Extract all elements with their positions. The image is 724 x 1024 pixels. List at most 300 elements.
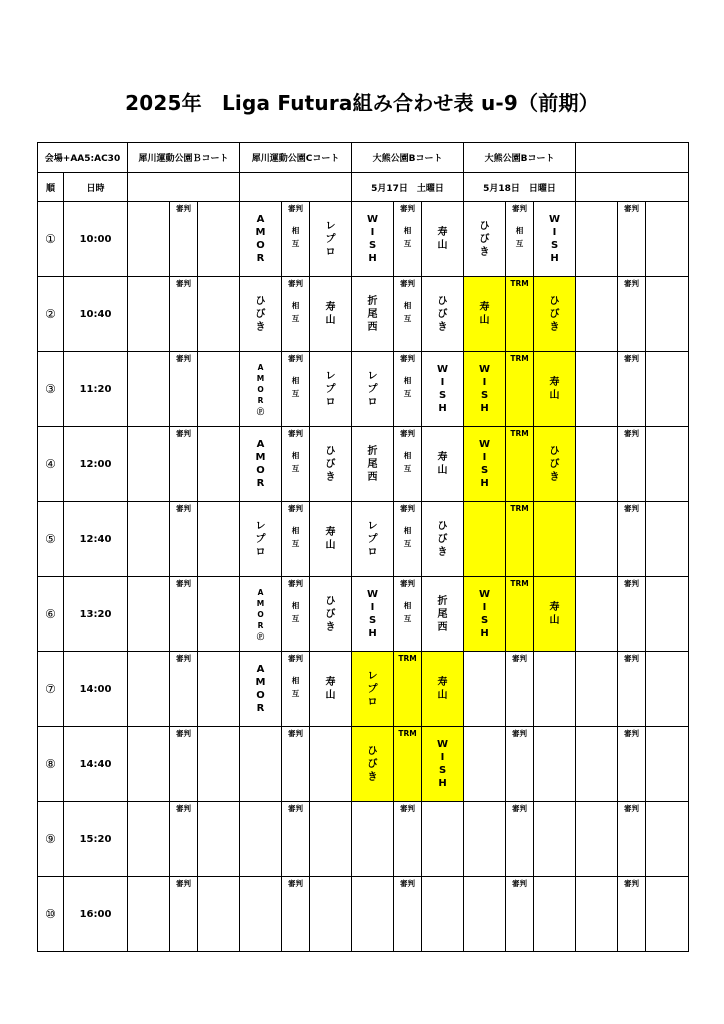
date3-header: 5月17日 土曜日 bbox=[352, 173, 464, 202]
court3-team-a bbox=[352, 577, 394, 652]
ref-label: 審判 bbox=[176, 579, 191, 588]
court2-team-a bbox=[240, 202, 282, 277]
court2-team-b bbox=[310, 352, 352, 427]
mutual-label bbox=[292, 449, 300, 475]
ref-wrap bbox=[394, 877, 421, 951]
team-name bbox=[422, 502, 463, 576]
court4-team-a bbox=[464, 802, 506, 877]
court3-referee bbox=[394, 352, 422, 427]
team-char: H bbox=[438, 403, 447, 414]
court5-team-b bbox=[646, 727, 689, 802]
court3-team-a bbox=[352, 802, 394, 877]
team-char: ひ bbox=[437, 295, 448, 307]
court5-referee bbox=[618, 277, 646, 352]
mutual-label bbox=[292, 299, 300, 325]
team-char: び bbox=[255, 308, 266, 320]
court2-team-a bbox=[240, 652, 282, 727]
team-name bbox=[534, 352, 575, 426]
court2-referee bbox=[282, 577, 310, 652]
court1-team-b bbox=[198, 277, 240, 352]
mutual-char: 互 bbox=[291, 689, 300, 698]
team-char: ひ bbox=[549, 295, 560, 307]
team-char: R bbox=[256, 253, 265, 264]
team-char: び bbox=[479, 233, 490, 245]
court2-team-b bbox=[310, 877, 352, 952]
court1-referee bbox=[170, 652, 198, 727]
court1-team-b bbox=[198, 202, 240, 277]
court1-team-a bbox=[128, 877, 170, 952]
mutual-label bbox=[404, 449, 412, 475]
court2-team-b bbox=[310, 277, 352, 352]
ref-wrap bbox=[506, 727, 533, 801]
team-char: 寿 bbox=[549, 602, 560, 613]
court5-team-b bbox=[646, 427, 689, 502]
ref-wrap bbox=[282, 877, 309, 951]
court2-referee bbox=[282, 352, 310, 427]
court5-team-a bbox=[576, 652, 618, 727]
court1-team-a bbox=[128, 202, 170, 277]
ref-label: 審判 bbox=[288, 354, 304, 363]
ref-wrap bbox=[618, 577, 645, 651]
court5-header bbox=[576, 143, 689, 173]
court4-team-a bbox=[464, 877, 506, 952]
court3-team-a bbox=[352, 652, 394, 727]
table-row bbox=[38, 352, 689, 427]
court2-team-b bbox=[310, 202, 352, 277]
row-number: ⑦ bbox=[38, 652, 64, 727]
team-char: O bbox=[256, 240, 265, 251]
court3-team-a bbox=[352, 202, 394, 277]
team-char: プ bbox=[325, 233, 336, 245]
ref-label: 審判 bbox=[624, 279, 640, 288]
team-char: I bbox=[370, 227, 375, 238]
court3-team-b bbox=[422, 427, 464, 502]
mutual-label bbox=[404, 599, 412, 625]
ref-label: 審判 bbox=[512, 729, 528, 738]
ref-label: TRM bbox=[510, 504, 529, 513]
court5-team-a bbox=[576, 352, 618, 427]
ref-wrap bbox=[506, 802, 533, 876]
team-char: W bbox=[549, 214, 561, 225]
team-name bbox=[352, 202, 393, 276]
ref-wrap bbox=[282, 277, 309, 351]
ref-label: TRM bbox=[398, 729, 417, 738]
order-header: 順 bbox=[38, 173, 64, 202]
court4-team-a bbox=[464, 727, 506, 802]
header-row-dates bbox=[38, 173, 689, 202]
mutual-char: 相 bbox=[291, 451, 300, 460]
team-char: ロ bbox=[367, 396, 378, 408]
team-char: 寿 bbox=[437, 227, 448, 238]
court4-referee bbox=[506, 352, 534, 427]
ref-wrap bbox=[618, 277, 645, 351]
mutual-char: 相 bbox=[291, 526, 300, 535]
team-char: H bbox=[480, 403, 489, 414]
team-name bbox=[310, 427, 351, 501]
ref-wrap bbox=[282, 652, 309, 726]
court3-team-b bbox=[422, 277, 464, 352]
header-row-courts bbox=[38, 143, 689, 173]
ref-label: 審判 bbox=[176, 279, 191, 288]
team-name bbox=[422, 202, 463, 276]
team-char: ひ bbox=[367, 745, 378, 757]
team-char: Ⓕ bbox=[256, 406, 265, 416]
team-char: プ bbox=[325, 383, 336, 395]
team-char: S bbox=[480, 390, 489, 401]
table-row bbox=[38, 427, 689, 502]
mutual-char: 互 bbox=[403, 614, 412, 623]
court5-referee bbox=[618, 652, 646, 727]
team-char: 西 bbox=[437, 621, 448, 633]
court1-team-b bbox=[198, 427, 240, 502]
team-char: S bbox=[550, 240, 559, 251]
court3-referee bbox=[394, 577, 422, 652]
datetime-header: 日時 bbox=[64, 173, 128, 202]
ref-wrap bbox=[506, 877, 533, 951]
court4-team-b bbox=[534, 427, 576, 502]
court5-team-a bbox=[576, 877, 618, 952]
team-char: き bbox=[549, 321, 560, 333]
court2-referee bbox=[282, 277, 310, 352]
court1-team-b bbox=[198, 727, 240, 802]
mutual-char: 相 bbox=[403, 451, 412, 460]
team-name bbox=[534, 577, 575, 651]
mutual-label bbox=[292, 524, 300, 550]
team-name bbox=[464, 277, 505, 351]
court4-referee bbox=[506, 427, 534, 502]
court2-team-a bbox=[240, 502, 282, 577]
team-char: I bbox=[440, 377, 445, 388]
team-char: R bbox=[256, 478, 265, 489]
mutual-label bbox=[292, 374, 300, 400]
team-char: O bbox=[257, 384, 264, 394]
team-char: H bbox=[550, 253, 559, 264]
team-char: ひ bbox=[325, 445, 336, 457]
team-name bbox=[422, 652, 463, 726]
ref-wrap bbox=[282, 577, 309, 651]
team-name bbox=[310, 202, 351, 276]
row-number: ⑤ bbox=[38, 502, 64, 577]
team-char: 寿 bbox=[437, 677, 448, 688]
ref-label: TRM bbox=[398, 654, 417, 663]
ref-wrap bbox=[170, 277, 197, 351]
court1-referee bbox=[170, 202, 198, 277]
ref-wrap bbox=[170, 577, 197, 651]
court3-team-a bbox=[352, 277, 394, 352]
ref-label: 審判 bbox=[288, 279, 304, 288]
team-char: ロ bbox=[367, 696, 378, 708]
team-char: O bbox=[256, 690, 265, 701]
team-char: I bbox=[370, 602, 375, 613]
mutual-char: 互 bbox=[291, 614, 300, 623]
court4-team-a bbox=[464, 277, 506, 352]
team-char: 寿 bbox=[325, 527, 336, 538]
court4-referee bbox=[506, 652, 534, 727]
court3-team-b bbox=[422, 877, 464, 952]
team-char: S bbox=[480, 615, 489, 626]
ref-label: 審判 bbox=[176, 804, 191, 813]
court2-referee bbox=[282, 802, 310, 877]
court3-referee bbox=[394, 202, 422, 277]
team-name bbox=[310, 277, 351, 351]
ref-label: 審判 bbox=[400, 204, 416, 213]
team-char: 尾 bbox=[437, 608, 448, 620]
team-char: び bbox=[437, 308, 448, 320]
team-char: A bbox=[256, 439, 265, 450]
team-char: 折 bbox=[367, 295, 378, 307]
team-char: き bbox=[325, 621, 336, 633]
team-name bbox=[464, 427, 505, 501]
mutual-label bbox=[292, 599, 300, 625]
court4-team-b bbox=[534, 202, 576, 277]
table-row bbox=[38, 802, 689, 877]
team-name bbox=[352, 502, 393, 576]
court3-team-a bbox=[352, 727, 394, 802]
court2-team-b bbox=[310, 577, 352, 652]
ref-wrap bbox=[618, 352, 645, 426]
ref-label: 審判 bbox=[624, 504, 640, 513]
court5-team-b bbox=[646, 502, 689, 577]
row-time: 13:20 bbox=[64, 577, 128, 652]
ref-wrap bbox=[506, 577, 533, 651]
table-row bbox=[38, 202, 689, 277]
court2-team-b bbox=[310, 427, 352, 502]
table-row bbox=[38, 277, 689, 352]
ref-label: 審判 bbox=[288, 729, 304, 738]
court3-referee bbox=[394, 277, 422, 352]
ref-wrap bbox=[618, 802, 645, 876]
court1-team-b bbox=[198, 652, 240, 727]
court1-team-b bbox=[198, 577, 240, 652]
team-char: 寿 bbox=[479, 302, 490, 313]
ref-label: 審判 bbox=[624, 729, 640, 738]
court2-team-b bbox=[310, 802, 352, 877]
court1-referee bbox=[170, 877, 198, 952]
ref-label: TRM bbox=[510, 579, 529, 588]
ref-wrap bbox=[618, 877, 645, 951]
team-char: ロ bbox=[325, 396, 336, 408]
team-char: 西 bbox=[367, 471, 378, 483]
row-time: 10:00 bbox=[64, 202, 128, 277]
team-char: び bbox=[549, 458, 560, 470]
team-name bbox=[534, 202, 575, 276]
ref-label: 審判 bbox=[624, 429, 640, 438]
team-name bbox=[240, 502, 281, 576]
mutual-char: 相 bbox=[403, 526, 412, 535]
team-char: ひ bbox=[325, 595, 336, 607]
team-name bbox=[240, 652, 281, 726]
court1-team-a bbox=[128, 352, 170, 427]
ref-label: 審判 bbox=[400, 579, 416, 588]
team-char: レ bbox=[367, 520, 378, 532]
court5-referee bbox=[618, 802, 646, 877]
team-char: 尾 bbox=[367, 458, 378, 470]
court5-team-b bbox=[646, 202, 689, 277]
court1-team-a bbox=[128, 652, 170, 727]
ref-wrap bbox=[618, 202, 645, 276]
court3-team-a bbox=[352, 352, 394, 427]
court3-team-b bbox=[422, 727, 464, 802]
ref-wrap bbox=[618, 727, 645, 801]
ref-wrap bbox=[170, 202, 197, 276]
court2-header: 犀川運動公園Cコート bbox=[240, 143, 352, 173]
team-char: 寿 bbox=[325, 302, 336, 313]
court2-referee bbox=[282, 202, 310, 277]
team-char: H bbox=[480, 628, 489, 639]
team-char: き bbox=[437, 546, 448, 558]
team-char: 折 bbox=[437, 595, 448, 607]
team-char: R bbox=[257, 620, 264, 630]
team-char: 山 bbox=[325, 690, 336, 701]
mutual-char: 相 bbox=[403, 601, 412, 610]
ref-wrap bbox=[394, 202, 421, 276]
team-char: 折 bbox=[367, 445, 378, 457]
ref-wrap bbox=[394, 427, 421, 501]
court1-referee bbox=[170, 577, 198, 652]
team-name bbox=[352, 727, 393, 801]
court4-team-a bbox=[464, 352, 506, 427]
team-name bbox=[464, 202, 505, 276]
ref-wrap bbox=[506, 202, 533, 276]
court4-team-b bbox=[534, 802, 576, 877]
team-name bbox=[464, 352, 505, 426]
court1-team-a bbox=[128, 577, 170, 652]
court1-referee bbox=[170, 727, 198, 802]
team-char: I bbox=[482, 377, 487, 388]
team-char: ひ bbox=[437, 520, 448, 532]
ref-wrap bbox=[282, 352, 309, 426]
team-char: 山 bbox=[549, 390, 560, 401]
court5-referee bbox=[618, 202, 646, 277]
date5-header bbox=[576, 173, 689, 202]
court5-team-b bbox=[646, 352, 689, 427]
mutual-char: 互 bbox=[403, 539, 412, 548]
court1-team-b bbox=[198, 877, 240, 952]
team-char: A bbox=[256, 664, 265, 675]
mutual-char: 互 bbox=[291, 464, 300, 473]
mutual-char: 相 bbox=[291, 601, 300, 610]
ref-label: 審判 bbox=[288, 579, 304, 588]
ref-wrap bbox=[282, 727, 309, 801]
ref-wrap bbox=[394, 802, 421, 876]
court2-team-a bbox=[240, 727, 282, 802]
court2-team-a bbox=[240, 802, 282, 877]
team-char: M bbox=[255, 452, 266, 463]
mutual-char: 互 bbox=[291, 314, 300, 323]
court2-referee bbox=[282, 502, 310, 577]
court2-team-a bbox=[240, 352, 282, 427]
court1-team-a bbox=[128, 277, 170, 352]
team-char: プ bbox=[367, 683, 378, 695]
row-number: ① bbox=[38, 202, 64, 277]
team-char: S bbox=[368, 240, 377, 251]
court2-team-b bbox=[310, 727, 352, 802]
team-char: I bbox=[482, 602, 487, 613]
court2-team-a bbox=[240, 277, 282, 352]
team-char: W bbox=[367, 589, 379, 600]
court3-header: 大熊公園Bコート bbox=[352, 143, 464, 173]
ref-wrap bbox=[170, 352, 197, 426]
team-name bbox=[422, 352, 463, 426]
team-name bbox=[310, 352, 351, 426]
page-title: 2025年 Liga Futura組み合わせ表 u-9（前期） bbox=[125, 91, 599, 115]
ref-wrap bbox=[170, 427, 197, 501]
team-char: び bbox=[549, 308, 560, 320]
mutual-label bbox=[292, 674, 300, 700]
team-char: A bbox=[256, 214, 265, 225]
court1-referee bbox=[170, 352, 198, 427]
row-time: 14:40 bbox=[64, 727, 128, 802]
court3-referee bbox=[394, 502, 422, 577]
date4-header: 5月18日 日曜日 bbox=[464, 173, 576, 202]
team-char: I bbox=[482, 452, 487, 463]
ref-label: 審判 bbox=[176, 879, 191, 888]
team-name bbox=[240, 277, 281, 351]
court2-team-b bbox=[310, 652, 352, 727]
ref-label: 審判 bbox=[400, 429, 416, 438]
court4-team-b bbox=[534, 502, 576, 577]
court5-referee bbox=[618, 427, 646, 502]
court3-team-a bbox=[352, 502, 394, 577]
court3-referee bbox=[394, 727, 422, 802]
court2-referee bbox=[282, 727, 310, 802]
court5-team-b bbox=[646, 577, 689, 652]
court2-referee bbox=[282, 877, 310, 952]
mutual-label bbox=[404, 374, 412, 400]
team-name bbox=[464, 577, 505, 651]
court5-team-a bbox=[576, 277, 618, 352]
team-char: ロ bbox=[325, 246, 336, 258]
row-time: 12:00 bbox=[64, 427, 128, 502]
team-char: き bbox=[255, 321, 266, 333]
team-char: S bbox=[438, 765, 447, 776]
team-char: A bbox=[257, 362, 264, 372]
team-char: O bbox=[256, 465, 265, 476]
team-char: S bbox=[438, 390, 447, 401]
court2-referee bbox=[282, 427, 310, 502]
team-char: H bbox=[438, 778, 447, 789]
court2-team-b bbox=[310, 502, 352, 577]
team-name bbox=[352, 352, 393, 426]
table-row bbox=[38, 577, 689, 652]
court4-team-b bbox=[534, 277, 576, 352]
ref-label: 審判 bbox=[400, 354, 416, 363]
court1-team-b bbox=[198, 802, 240, 877]
team-char: レ bbox=[367, 670, 378, 682]
court3-team-a bbox=[352, 877, 394, 952]
ref-label: 審判 bbox=[512, 204, 528, 213]
row-time: 15:20 bbox=[64, 802, 128, 877]
team-char: び bbox=[367, 758, 378, 770]
team-char: 寿 bbox=[325, 677, 336, 688]
team-char: び bbox=[437, 533, 448, 545]
court4-referee bbox=[506, 727, 534, 802]
mutual-label bbox=[404, 299, 412, 325]
team-char: W bbox=[479, 589, 491, 600]
ref-label: 審判 bbox=[624, 804, 640, 813]
venue-header: 会場+AA5:AC30 bbox=[38, 143, 128, 173]
ref-wrap bbox=[506, 652, 533, 726]
team-char: 山 bbox=[479, 315, 490, 326]
row-number: ⑩ bbox=[38, 877, 64, 952]
team-name bbox=[310, 502, 351, 576]
court4-team-a bbox=[464, 427, 506, 502]
team-name bbox=[352, 652, 393, 726]
court5-team-b bbox=[646, 652, 689, 727]
court5-referee bbox=[618, 352, 646, 427]
mutual-char: 互 bbox=[403, 464, 412, 473]
court5-referee bbox=[618, 577, 646, 652]
